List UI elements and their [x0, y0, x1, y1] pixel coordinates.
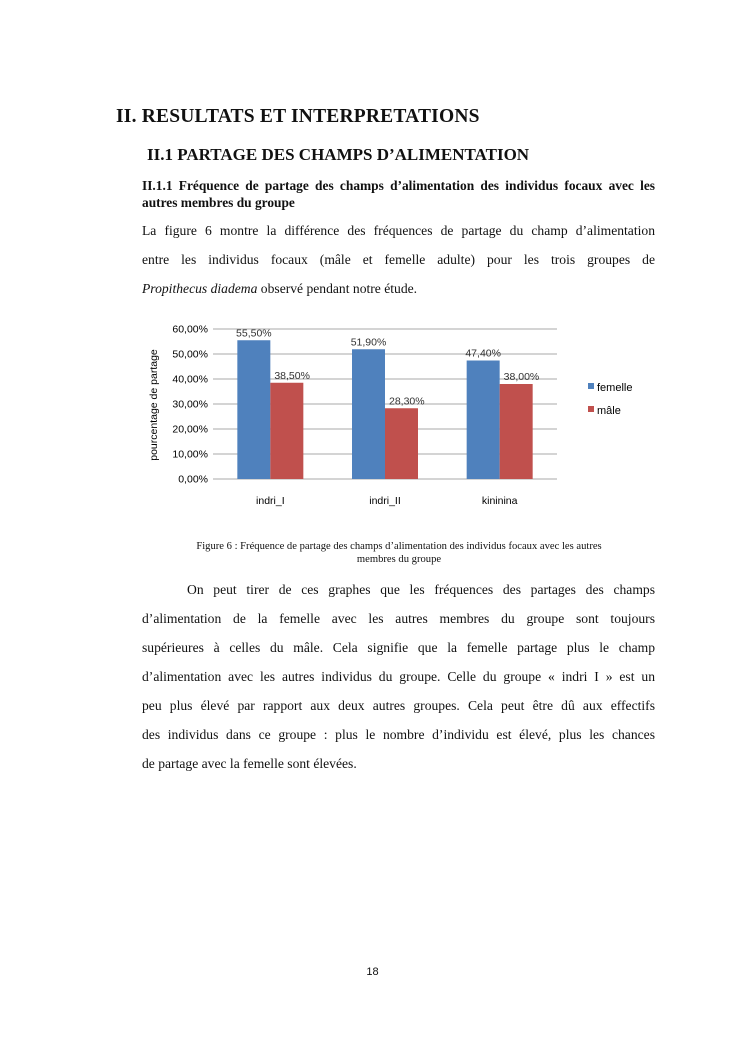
y-tick-label: 0,00%	[178, 473, 208, 486]
bar-chart	[140, 312, 660, 518]
paragraph-line-rest: observé pendant notre étude.	[257, 281, 418, 296]
y-tick-label: 60,00%	[172, 323, 208, 336]
paragraph-line: de partage avec la femelle sont élevées.	[142, 756, 357, 771]
y-tick-label: 20,00%	[172, 423, 208, 436]
bar-femelle-indri_I	[237, 340, 270, 479]
x-tick-label: indri_II	[369, 495, 401, 507]
y-tick-label: 40,00%	[172, 373, 208, 386]
bar-male-indri_II	[385, 408, 418, 479]
legend-swatch-femelle	[588, 383, 594, 389]
intro-paragraph	[142, 216, 655, 303]
bar-femelle-indri_II	[352, 349, 385, 479]
data-label: 47,40%	[465, 347, 501, 360]
page-number: 18	[366, 966, 379, 978]
y-axis-label: pourcentage de partage	[148, 349, 160, 461]
caption-line: membres du groupe	[356, 554, 442, 565]
bar-femelle-kininina	[467, 361, 500, 480]
x-axis-ticks	[256, 495, 518, 507]
y-axis-ticks	[172, 324, 208, 486]
figure-caption	[150, 540, 648, 566]
subsubsection-heading: II.1.1 Fréquence de partage des champs d’alimentation des individus focaux avec les autres membres du groupe	[142, 178, 655, 210]
species-name: Propithecus diadema	[142, 281, 258, 296]
paragraph-line: On peut tirer de ces graphes que les fréquences des partages des champs	[187, 582, 655, 597]
y-tick-label: 10,00%	[172, 448, 208, 461]
interpretation-paragraph	[142, 575, 655, 778]
x-tick-label: kininina	[481, 495, 518, 507]
legend-swatch-male	[588, 406, 594, 412]
paragraph-line: des individus dans ce groupe : plus le nombre d’individu est élevé, plus les chances	[142, 727, 655, 742]
data-label: 51,90%	[350, 336, 387, 349]
data-label: 55,50%	[236, 327, 272, 340]
bars	[236, 327, 539, 479]
paragraph-line: La figure 6 montre la différence des fréquences de partage du champ d’alimentation	[142, 223, 655, 238]
paragraph-line: d’alimentation de la femelle avec les autres membres du groupe sont toujours	[142, 611, 655, 626]
data-label: 38,50%	[274, 369, 310, 382]
y-tick-label: 30,00%	[172, 398, 208, 411]
paragraph-line: supérieures à celles du mâle. Cela signifie que la femelle partage plus le champ	[142, 640, 655, 655]
paragraph-line: d’alimentation avec les autres individus du groupe. Celle du groupe « indri I » est un	[142, 669, 655, 684]
bar-male-kininina	[500, 384, 533, 479]
bar-male-indri_I	[270, 383, 303, 479]
paragraph-line: peu plus élevé par rapport aux deux autres groupes. Cela peut être dû aux effectifs	[142, 698, 655, 713]
y-tick-label: 50,00%	[172, 348, 208, 361]
x-tick-label: indri_I	[256, 495, 285, 507]
subsection-heading: II.1 PARTAGE DES CHAMPS D’ALIMENTATION	[147, 145, 530, 164]
section-heading: II. RESULTATS ET INTERPRETATIONS	[116, 106, 480, 127]
paragraph-line: entre les individus focaux (mâle et femelle adulte) pour les trois groupes de	[142, 252, 655, 267]
data-label: 38,00%	[503, 371, 540, 383]
caption-line: Figure 6 : Fréquence de partage des champs d’alimentation des individus focaux avec les autres	[196, 541, 602, 552]
legend-label-male: mâle	[597, 405, 621, 417]
data-label: 28,30%	[389, 395, 425, 408]
legend	[588, 382, 632, 417]
legend-label-femelle: femelle	[597, 382, 633, 394]
paragraph-line	[142, 274, 655, 303]
